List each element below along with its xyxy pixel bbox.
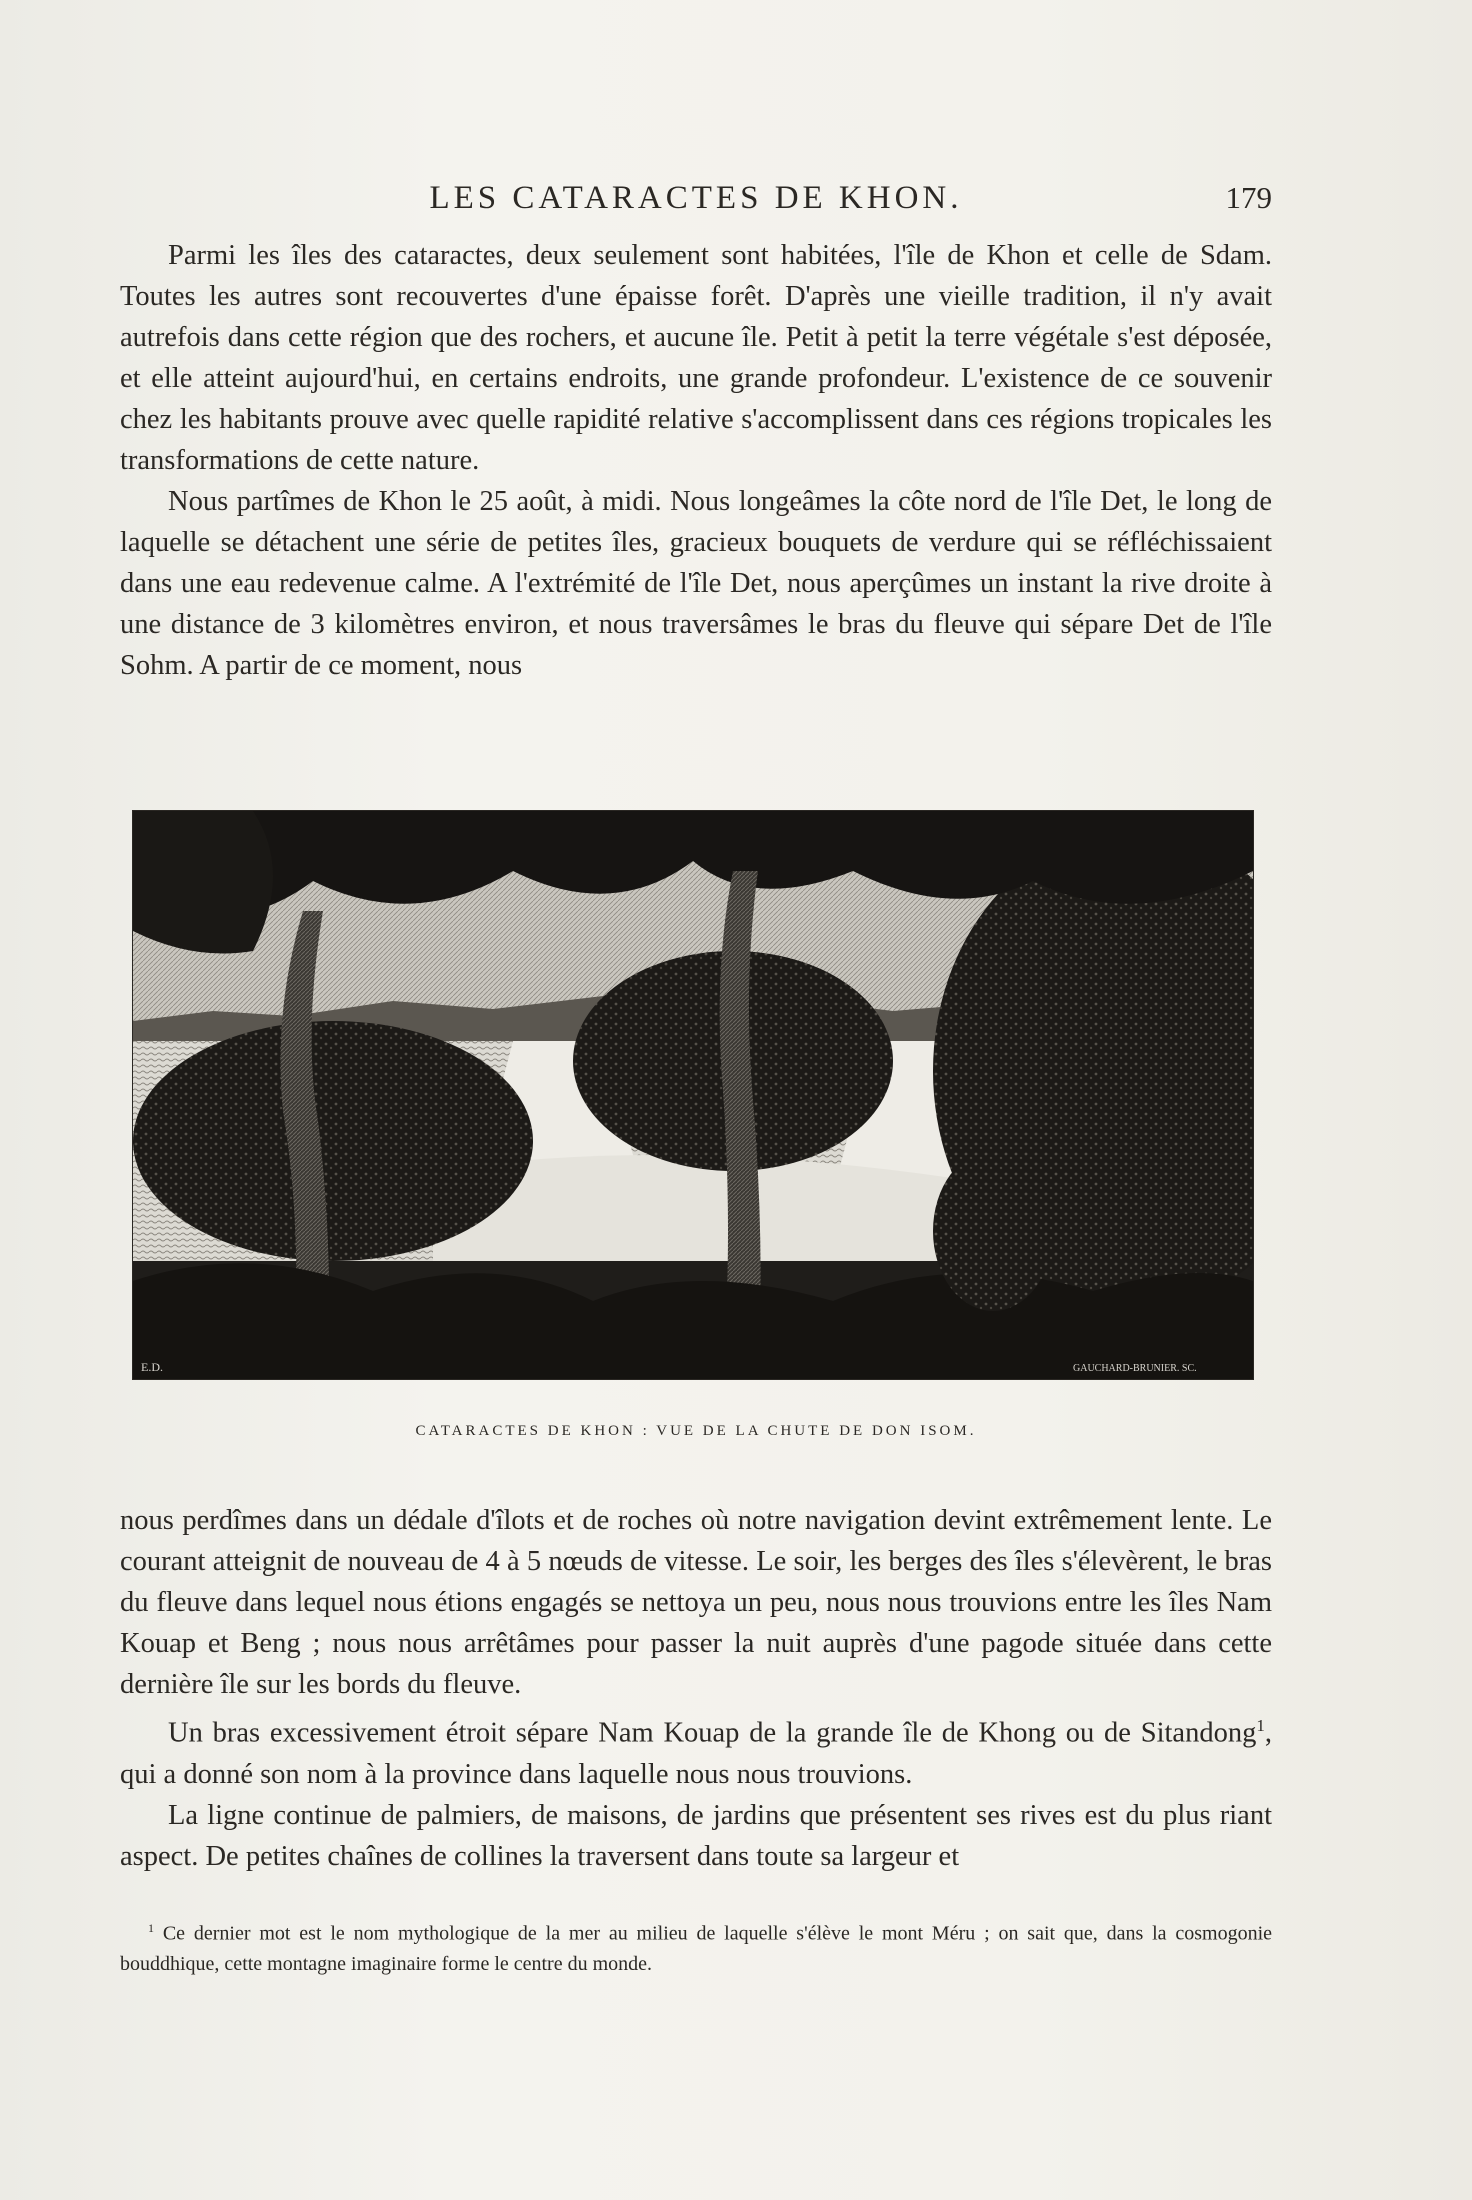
text-block-bottom — [120, 1500, 1272, 1877]
paragraph: La ligne continue de palmiers, de maisons, de jardins que présentent ses rives est du plus riant aspect. De petites chaînes de collines la traversent dans toute sa largeur et — [120, 1799, 1272, 1872]
engraver-signature-left: E.D. — [141, 1360, 163, 1374]
paragraph: nous perdîmes dans un dédale d'îlots et de roches où notre navigation devint extrêmement lente. Le courant atteignit de nouveau de 4 à 5 nœuds de vitesse. Le soir, les berges des îles s'élevèrent, le bras du fleuve dans lequel nous étions engagés se nettoya un peu, nous nous trouvions entre les îles Nam Kouap et Beng ; nous nous arrêtâmes pour passer la nuit auprès d'une pagode située dans cette dernière île sur les bords du fleuve. — [120, 1505, 1272, 1700]
footnote-text: Ce dernier mot est le nom mythologique de la mer au milieu de laquelle s'élève le mont Méru ; on sait que, dans la cosmogonie bouddhique, cette montagne imaginaire forme le centre du monde. — [120, 1922, 1273, 1975]
footnote-marker: 1 — [148, 1921, 154, 1935]
footnote-reference: 1 — [1256, 1716, 1265, 1735]
paragraph-text: qui a donné son nom à la province dans laquelle nous nous trouvions. — [120, 1758, 913, 1790]
text-block-top — [120, 235, 1272, 686]
paragraph: Un bras excessivement étroit sépare Nam Kouap de la grande île de Khong ou de Sitandong$^1$, qui a donné son nom à la province dans laquelle nous nous trouvions. — [120, 1716, 1272, 1790]
footnote — [120, 1913, 1272, 1979]
engraving-illustration — [132, 810, 1254, 1380]
page-header — [120, 180, 1272, 220]
paragraph: Parmi les îles des cataractes, deux seulement sont habitées, l'île de Khon et celle de Sdam. Toutes les autres sont recouvertes d'une épaisse forêt. D'après une vieille tradition, il n'y avait autrefois dans cette région que des rochers, et aucune île. Petit à petit la terre végétale s'est déposée, et elle atteint aujourd'hui, en certains endroits, une grande profondeur. L'existence de ce souvenir chez les habitants prouve avec quelle rapidité relative s'accomplissent dans ces régions tropicales les transformations de cette nature. — [120, 240, 1272, 476]
page-number: 179 — [1225, 180, 1272, 215]
figure-caption: CATARACTES DE KHON : VUE DE LA CHUTE DE DON ISOM. — [415, 1423, 977, 1439]
paragraph: Nous partîmes de Khon le 25 août, à midi. Nous longeâmes la côte nord de l'île Det, le long de laquelle se détachent une série de petites îles, gracieux bouquets de verdure qui se réfléchissaient dans une eau redevenue calme. A l'extrémité de l'île Det, nous aperçûmes un instant la rive droite à une distance de 3 kilomètres environ, et nous traversâmes le bras du fleuve qui sépare Det de l'île Sohm. A partir de ce moment, nous — [120, 486, 1272, 681]
running-title: LES CATARACTES DE KHON. — [429, 180, 963, 216]
engraver-signature-right: GAUCHARD-BRUNIER. SC. — [1073, 1363, 1197, 1374]
paragraph-text: Un bras excessivement étroit sépare Nam Kouap de la grande île de Khong ou de Sitandong — [168, 1717, 1257, 1749]
